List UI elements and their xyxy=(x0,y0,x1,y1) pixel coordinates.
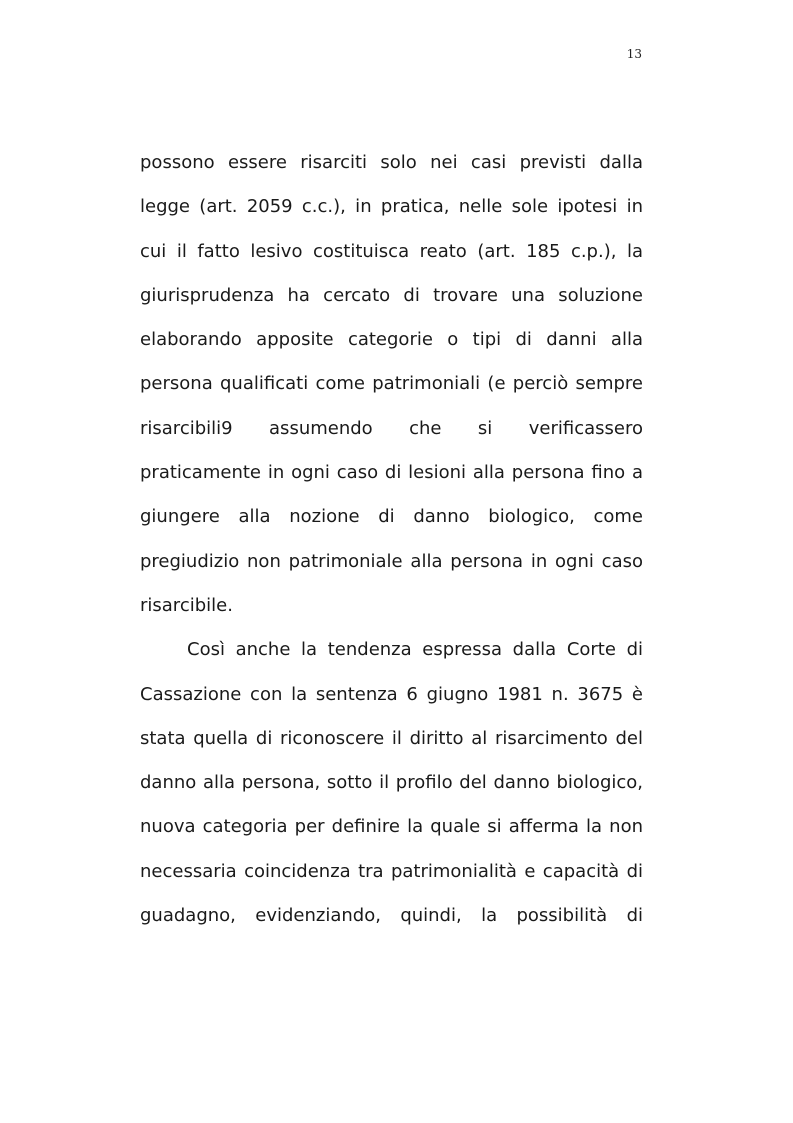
text-line: giurisprudenza ha cercato di trovare una soluzione xyxy=(140,284,643,306)
paragraph-1 xyxy=(140,141,643,628)
text-line: danno alla persona, sotto il profilo del danno biologico, xyxy=(140,772,643,794)
text-line: Cassazione con la sentenza 6 giugno 1981 n. 3675 è xyxy=(140,683,643,705)
paragraph-2 xyxy=(140,628,643,938)
text-line: legge (art. 2059 c.c.), in pratica, nelle sole ipotesi in xyxy=(140,196,643,218)
text-line: nuova categoria per definire la quale si afferma la non xyxy=(140,816,643,838)
text-line: elaborando apposite categorie o tipi di danni alla xyxy=(140,329,643,351)
text-line: persona qualificati come patrimoniali (e perciò sempre xyxy=(140,373,643,395)
text-line: praticamente in ogni caso di lesioni alla persona fino a xyxy=(140,462,643,484)
text-line: Così anche la tendenza espressa dalla Corte di xyxy=(187,639,643,661)
text-line: giungere alla nozione di danno biologico, come xyxy=(140,506,643,528)
text-line: guadagno, evidenziando, quindi, la possibilità di xyxy=(140,905,643,927)
text-line: stata quella di riconoscere il diritto al risarcimento del xyxy=(140,727,643,749)
text-line: risarcibile. xyxy=(140,594,233,616)
text-line: risarcibili9 assumendo che si verificassero xyxy=(140,417,643,439)
body-text xyxy=(140,141,643,938)
page-number: 13 xyxy=(626,47,642,61)
text-line: cui il fatto lesivo costituisca reato (art. 185 c.p.), la xyxy=(140,240,643,262)
text-line: necessaria coincidenza tra patrimonialità e capacità di xyxy=(140,860,643,882)
text-line: possono essere risarciti solo nei casi previsti dalla xyxy=(140,152,643,173)
text-line: pregiudizio non patrimoniale alla persona in ogni caso xyxy=(140,550,643,572)
